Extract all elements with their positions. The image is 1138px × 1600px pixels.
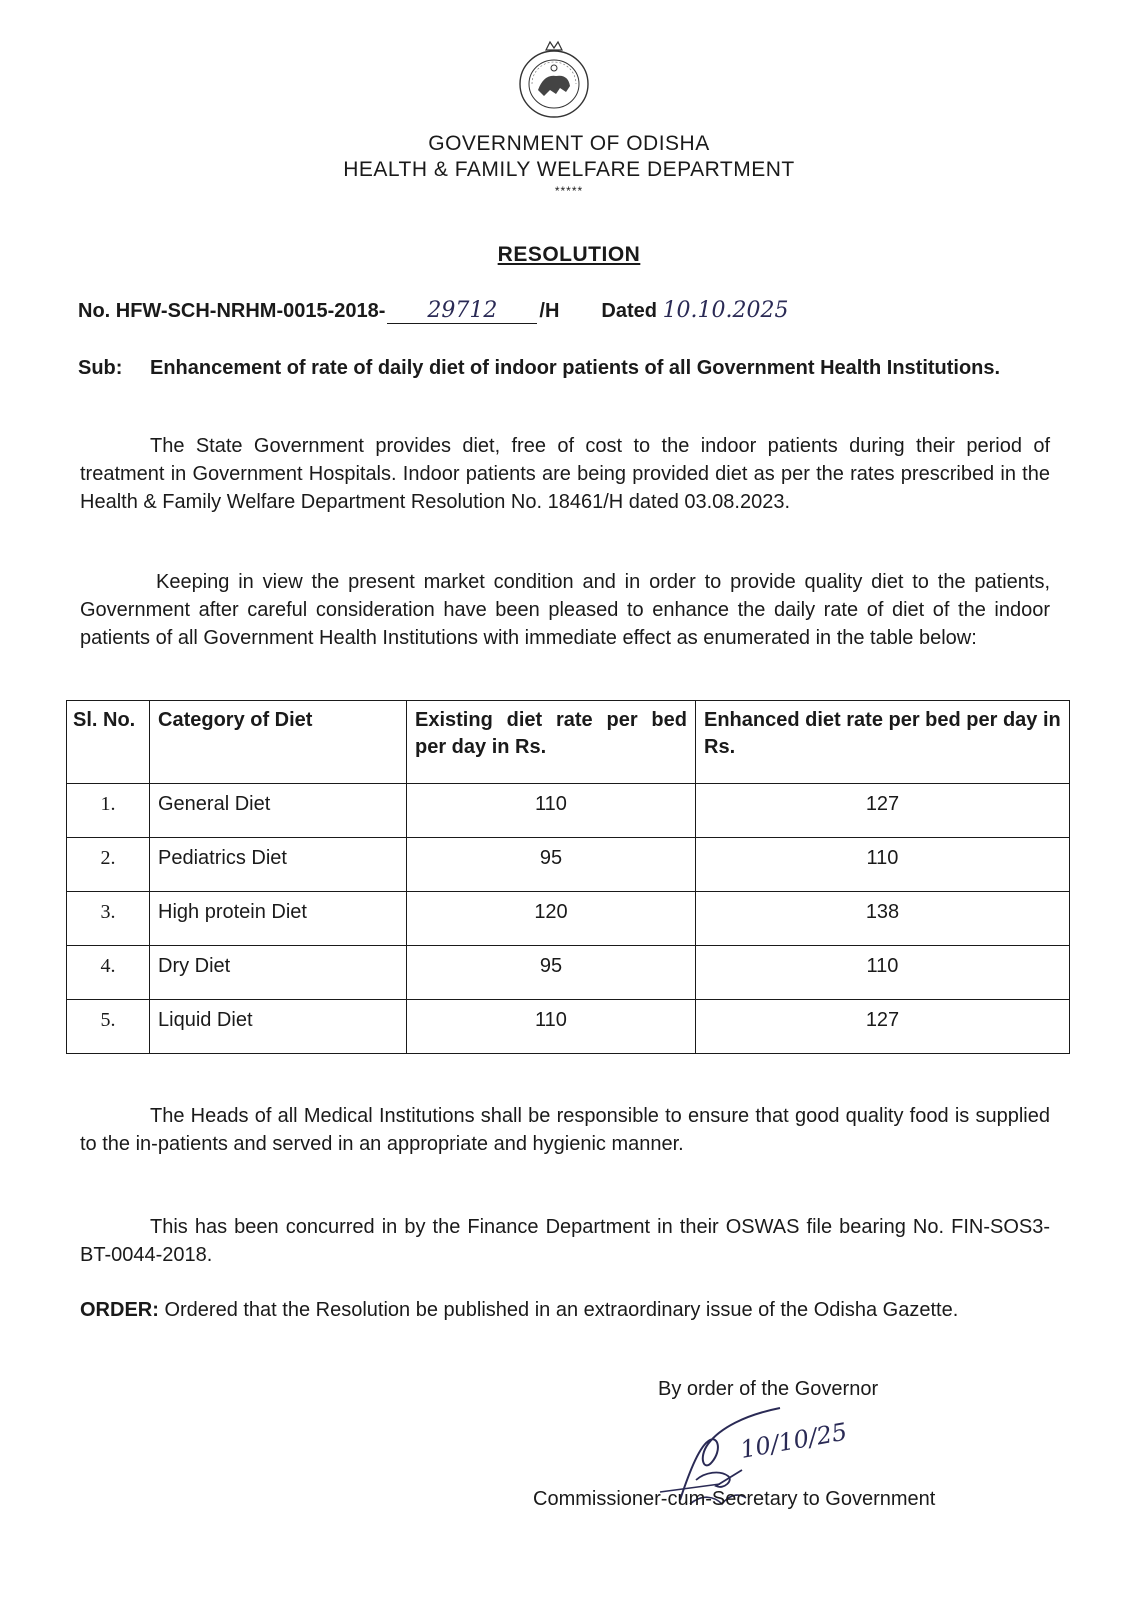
row-sl-no: 1. [67,784,150,838]
row-existing-rate: 95 [407,838,696,892]
diet-rate-table [66,700,1070,1054]
row-category: Pediatrics Diet [150,838,407,892]
row-sl-no: 5. [67,1000,150,1054]
government-name: GOVERNMENT OF ODISHA [428,132,710,155]
header-separator: ***** [554,184,584,198]
row-enhanced-rate: 127 [696,784,1070,838]
row-enhanced-rate: 110 [696,838,1070,892]
paragraph-order [80,1296,1050,1324]
subject-text: Enhancement of rate of daily diet of indoor patients of all Government Health Institutions. [150,357,1001,379]
row-existing-rate: 95 [407,946,696,1000]
row-existing-rate: 110 [407,1000,696,1054]
signatory-designation: Commissioner-cum-Secretary to Government [533,1488,936,1510]
paragraph-responsibility: The Heads of all Medical Institutions shall be responsible to ensure that good quality food is supplied to the in-patients and served in an appropriate and hygienic manner. [80,1105,1050,1155]
table-row [67,784,1070,838]
odisha-emblem-icon [516,38,592,120]
reference-suffix: /H [539,300,560,322]
row-enhanced-rate: 110 [696,946,1070,1000]
row-sl-no: 4. [67,946,150,1000]
subject [78,354,1058,382]
row-category: Dry Diet [150,946,407,1000]
by-order-line: By order of the Governor [658,1378,879,1400]
reference-number: 29712 [387,298,537,324]
header-sl-no: Sl. No. [67,701,150,784]
paragraph-finance-concurrence: This has been concurred in by the Finance Department in their OSWAS file bearing No. FIN-SOS3-BT-0044-2018. [80,1216,1050,1266]
row-enhanced-rate: 138 [696,892,1070,946]
row-enhanced-rate: 127 [696,1000,1070,1054]
row-sl-no: 2. [67,838,150,892]
table-row [67,838,1070,892]
header-category: Category of Diet [150,701,407,784]
reference-date: 10.10.2025 [662,298,789,323]
row-category: High protein Diet [150,892,407,946]
document-title: RESOLUTION [497,243,641,266]
header-enhanced-rate: Enhanced diet rate per bed per day in Rs. [696,701,1070,784]
row-category: Liquid Diet [150,1000,407,1054]
row-existing-rate: 120 [407,892,696,946]
paragraph-enhancement: Keeping in view the present market condition and in order to provide quality diet to the patients, Government after careful consideration have been pleased to enhance the daily rate of diet of the indoor patients of all Government Health Institutions with immediate effect as enumerated in the table below: [80,571,1050,649]
reference-line [78,298,789,324]
order-text: Ordered that the Resolution be published in an extraordinary issue of the Odisha Gazette. [158,1299,959,1321]
header-existing-rate: Existing diet rate per bed per day in Rs. [407,701,696,784]
subject-label: Sub: [78,357,123,379]
table-row [67,946,1070,1000]
row-existing-rate: 110 [407,784,696,838]
row-sl-no: 3. [67,892,150,946]
reference-prefix: No. HFW-SCH-NRHM-0015-2018- [78,300,386,322]
table-row [67,892,1070,946]
signature-date: 10/10/25 [738,1417,850,1464]
paragraph-background: The State Government provides diet, free of cost to the indoor patients during their period of treatment in Government Hospitals. Indoor patients are being provided diet as per the rates prescribed in the Health & Family Welfare Department Resolution No. 18461/H dated 03.08.2023. [80,435,1050,513]
dated-label: Dated [601,300,657,322]
table-row [67,1000,1070,1054]
order-label: ORDER: [80,1299,159,1321]
department-name: HEALTH & FAMILY WELFARE DEPARTMENT [343,158,795,181]
table-header-row [67,701,1070,784]
row-category: General Diet [150,784,407,838]
